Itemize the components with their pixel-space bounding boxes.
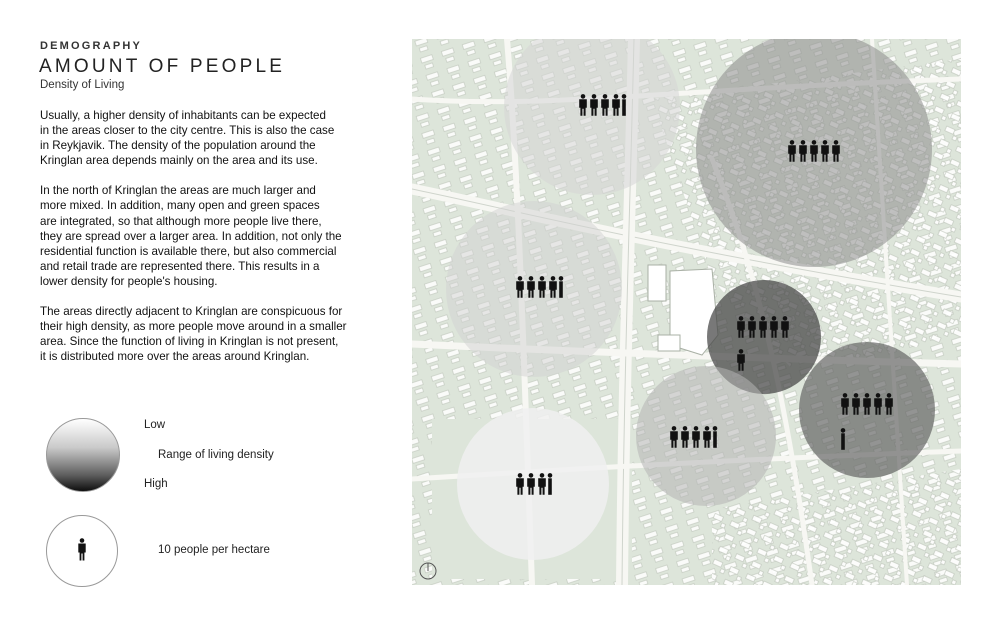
legend-range-label: Range of living density bbox=[158, 449, 274, 461]
density-gradient-legend bbox=[46, 418, 120, 492]
person-legend-circle bbox=[46, 515, 118, 587]
legend-low-label: Low bbox=[144, 419, 166, 431]
paragraph-intro: Usually, a higher density of inhabitants can be expected in the areas closer to the city centre. This is also the case in Reykjavik. The density of the population around the Kringlan area depends mainly on the area and its use. bbox=[40, 109, 335, 168]
person-icon bbox=[47, 516, 117, 586]
legend-person-label: 10 people per hectare bbox=[158, 544, 270, 556]
description-text bbox=[40, 108, 385, 379]
density-zone-south-east bbox=[799, 342, 935, 478]
legend-high-label: High bbox=[144, 478, 168, 490]
paragraph-north: In the north of Kringlan the areas are much larger and more mixed. In addition, many open and green spaces are integrated, so that although more people live there, they are spread over a larger area. In addition, not only the residential function is available there, but also commercial and retail trade are represented there. This results in a lower density for people's housing. bbox=[40, 184, 342, 288]
page-subtitle: Density of Living bbox=[40, 79, 125, 91]
demography-eyebrow: DEMOGRAPHY bbox=[40, 40, 143, 52]
density-map bbox=[412, 39, 961, 585]
page-title: AMOUNT OF PEOPLE bbox=[39, 56, 286, 77]
paragraph-adjacent: The areas directly adjacent to Kringlan are conspicuous for their high density, as more people move around in a smaller area. Since the function of living in Kringlan is not present, it is distributed more over the areas around Kringlan. bbox=[40, 305, 347, 364]
